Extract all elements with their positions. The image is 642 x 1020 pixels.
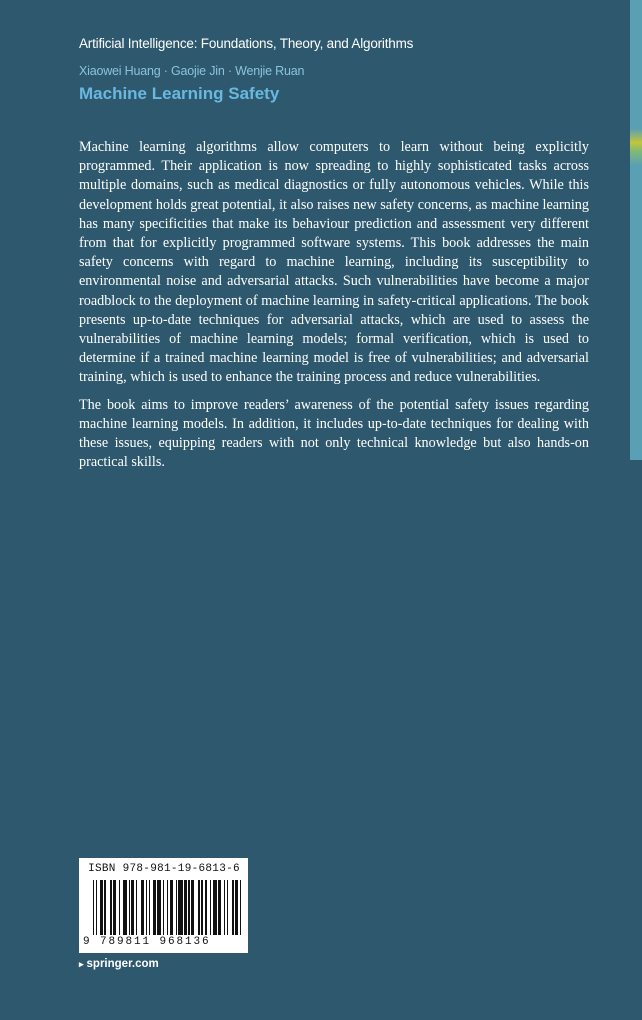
blurb-paragraph-2: The book aims to improve readers’ awareness of the potential safety issues regarding machine learning models. In addition, it includes up-to-date techniques for dealing with these issues, equipping readers with not only technical knowledge but also hands-on practical skills.: [79, 396, 589, 471]
back-cover-blurb: [79, 138, 589, 480]
isbn-barcode: [79, 858, 248, 953]
barcode-bars: [93, 880, 243, 935]
publisher-link[interactable]: [79, 958, 159, 970]
authors: Xiaowei Huang · Gaojie Jin · Wenjie Ruan: [79, 64, 305, 78]
series-title: Artificial Intelligence: Foundations, Theory, and Algorithms: [79, 36, 414, 51]
publisher-url: springer.com: [86, 958, 159, 970]
book-title: Machine Learning Safety: [79, 84, 280, 103]
blurb-paragraph-1: Machine learning algorithms allow computers to learn without being explicitly programmed. Their application is now spreading to highly sophisticated tasks across multiple domains, such as medical diagnostics or fully autonomous vehicles. While this development holds great potential, it also raises new safety concerns, as machine learning has many specificities that make its behaviour prediction and assessment very different from that for explicitly programmed software systems. This book addresses the main safety concerns with regard to machine learning, including its susceptibility to environmental noise and adversarial attacks. Such vulnerabilities have become a major roadblock to the deployment of machine learning in safety-critical applications. The book presents up-to-date techniques for adversarial attacks, which are used to assess the vulnerabilities of machine learning models; formal verification, which is used to determine if a trained machine learning model is free of vulnerabilities; and adversarial training, which is used to enhance the training process and reduce vulnerabilities.: [79, 139, 589, 386]
ean-number: 9 789811 968136: [83, 936, 211, 948]
isbn-number: ISBN 978-981-19-6813-6: [88, 863, 240, 875]
spine-color-strip: [630, 0, 642, 460]
arrow-icon: ▸: [79, 959, 84, 969]
